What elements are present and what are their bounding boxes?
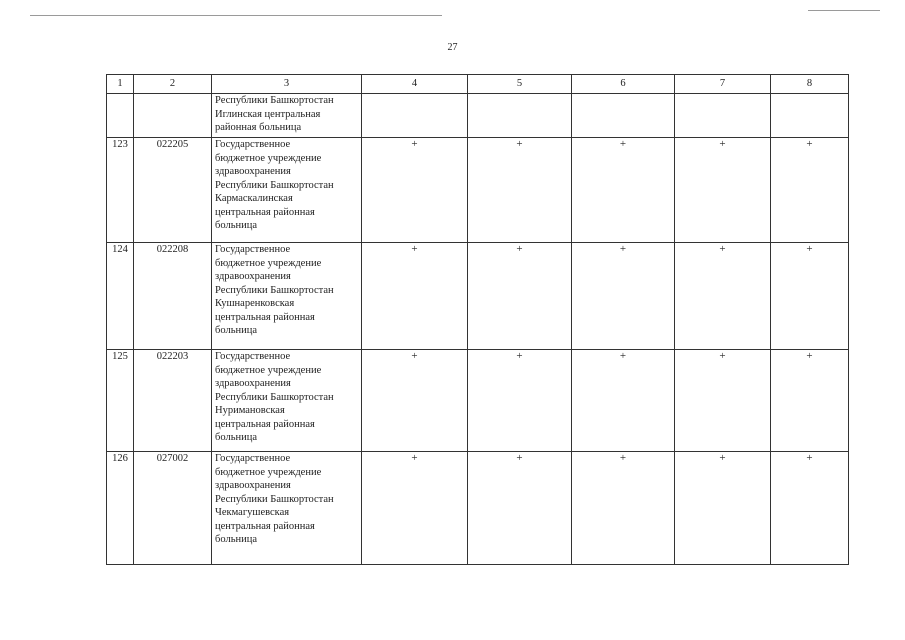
name-line: больница [215,534,257,545]
column-header: 2 [134,75,212,94]
name-line: здравоохранения [215,166,291,177]
mark-cell: + [675,452,771,565]
institution-name-cell [212,138,362,243]
institution-code: 022208 [134,243,212,350]
mark-cell: + [468,350,572,452]
mark-cell: + [468,243,572,350]
mark-cell: + [771,350,849,452]
name-line: Кармаскалинская [215,193,293,204]
column-header: 8 [771,75,849,94]
mark-cell: + [362,243,468,350]
name-line: здравоохранения [215,271,291,282]
mark-cell: + [675,138,771,243]
mark-cell [675,94,771,138]
scan-artifact-line [808,10,880,11]
mark-cell: + [468,138,572,243]
name-line: Республики Башкортостан [215,284,334,296]
column-header: 5 [468,75,572,94]
row-number: 123 [107,138,134,243]
mark-cell: + [362,452,468,565]
name-line: Республики Башкортостан [215,391,334,403]
table-row [107,138,849,243]
mark-cell: + [468,452,572,565]
mark-cell: + [771,243,849,350]
mark-cell [468,94,572,138]
row-code-cell [134,94,212,138]
institution-code: 022205 [134,138,212,243]
institution-name-cell [212,243,362,350]
column-header: 3 [212,75,362,94]
name-line: Государственное [215,351,291,362]
column-header: 7 [675,75,771,94]
name-line: здравоохранения [215,480,291,491]
name-line: больница [215,432,257,443]
mark-cell [572,94,675,138]
row-number: 124 [107,243,134,350]
institution-code: 027002 [134,452,212,565]
name-line: бюджетное учреждение [215,257,322,269]
mark-cell: + [362,350,468,452]
name-line: центральная районная [215,311,315,323]
name-line: Иглинская центральная [215,108,321,120]
mark-cell: + [362,138,468,243]
name-line: больница [215,220,257,231]
name-line: Государственное [215,139,291,150]
name-line: центральная районная [215,520,315,532]
mark-cell: + [771,138,849,243]
name-line: здравоохранения [215,378,291,389]
mark-cell [362,94,468,138]
mark-cell [771,94,849,138]
mark-cell: + [572,350,675,452]
column-header: 6 [572,75,675,94]
institution-name-cell [212,452,362,565]
table-row [107,243,849,350]
name-line: бюджетное учреждение [215,152,322,164]
row-number-cell [107,94,134,138]
mark-cell: + [675,350,771,452]
mark-cell: + [572,452,675,565]
institution-code: 022203 [134,350,212,452]
name-line: районная больница [215,122,302,133]
name-line: больница [215,325,257,336]
institution-name-cell [212,350,362,452]
name-line: Кушнаренковская [215,298,295,309]
name-line: Государственное [215,244,291,255]
mark-cell: + [572,243,675,350]
name-line: бюджетное учреждение [215,466,322,478]
table-row [107,452,849,565]
registry-table [106,74,849,565]
name-line: центральная районная [215,206,315,218]
institution-name-cell [212,94,362,138]
page-number: 27 [447,42,458,53]
name-line: Нуримановская [215,405,285,416]
name-line: центральная районная [215,418,315,430]
row-number: 126 [107,452,134,565]
name-line: Республики Башкортостан [215,95,334,106]
name-line: Республики Башкортостан [215,493,334,505]
name-line: Чекмагушевская [215,507,290,518]
row-number: 125 [107,350,134,452]
scan-artifact-line [30,15,442,16]
column-header: 4 [362,75,468,94]
column-header: 1 [107,75,134,94]
mark-cell: + [675,243,771,350]
name-line: бюджетное учреждение [215,364,322,376]
name-line: Республики Башкортостан [215,179,334,191]
mark-cell: + [572,138,675,243]
table-row [107,350,849,452]
table-row-continuation [107,94,849,138]
table-header-row [107,75,849,94]
mark-cell: + [771,452,849,565]
name-line: Государственное [215,453,291,464]
